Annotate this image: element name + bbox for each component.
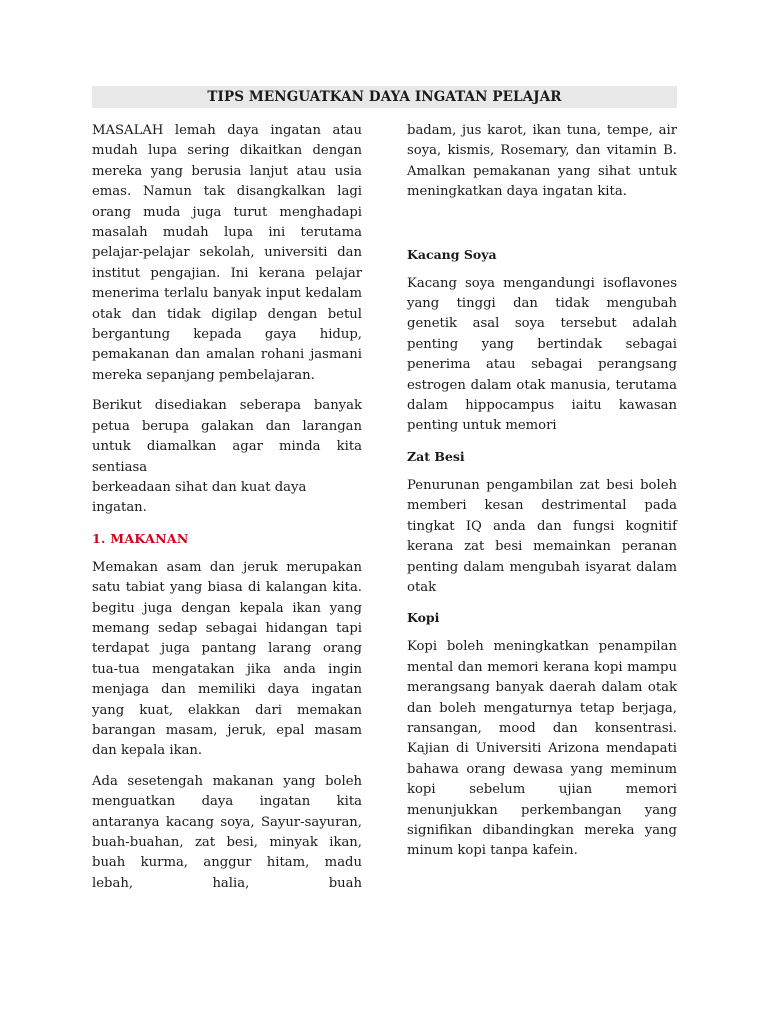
intro-paragraph: MASALAH lemah daya ingatan atau mudah lupa sering dikaitkan dengan mereka yang berusia lanjut atau usia emas. Namun tak disangkalkan lagi orang muda juga turut menghadapi masalah mudah lupa ini terutama pelajar-pelajar sekolah, universiti dan institut pengajian. Ini kerana pelajar menerima terlalu banyak input kedalam otak dan tidak digilap dengan betul bergantung kepada gaya hidup, pemakanan dan amalan rohani jasmani mereka sepanjang pembelajaran. xyxy=(92,123,362,383)
tips-intro-continuation: berkeadaan sihat dan kuat daya ingatan. xyxy=(92,479,307,516)
tips-intro-paragraph: Berikut disediakan seberapa banyak petua berupa galakan dan larangan untuk diamalkan agar minda kita sentiasa xyxy=(92,398,362,475)
right-column xyxy=(407,121,677,872)
makanan-paragraph-2: Ada sesetengah makanan yang boleh menguatkan daya ingatan kita antaranya kacang soya, Sayur-sayuran, buah-buahan, zat besi, minyak ikan, buah kurma, anggur hitam, madu lebah, halia, buah xyxy=(92,773,362,891)
heading-kopi: Kopi xyxy=(407,610,440,626)
kacang-soya-paragraph: Kacang soya mengandungi isoflavones yang tinggi dan tidak mengubah genetik asal soya tersebut adalah penting yang bertindak sebagai penerima atau sebagai perangsang estrogen dalam otak manusia, terutama dalam hippocampus iaitu kawasan penting untuk memori xyxy=(407,275,677,434)
food-list-paragraph: badam, jus karot, ikan tuna, tempe, air soya, kismis, Rosemary, dan vitamin B. Amalkan pemakanan yang sihat untuk meningkatkan daya ingatan kita. xyxy=(407,123,677,200)
heading-kacang-soya: Kacang Soya xyxy=(407,246,497,262)
left-column xyxy=(92,121,362,904)
zat-besi-paragraph: Penurunan pengambilan zat besi boleh memberi kesan destrimental pada tingkat IQ anda dan fungsi kognitif kerana zat besi memainkan peranan penting dalam mengubah isyarat dalam otak xyxy=(407,477,677,595)
section-heading-makanan: 1. MAKANAN xyxy=(92,530,189,546)
page-title: TIPS MENGUATKAN DAYA INGATAN PELAJAR xyxy=(207,89,562,105)
title-bar xyxy=(92,86,677,108)
heading-zat-besi: Zat Besi xyxy=(407,448,465,464)
makanan-paragraph-1: Memakan asam dan jeruk merupakan satu tabiat yang biasa di kalangan kita. begitu juga dengan kepala ikan yang memang sedap sebagai hidangan tapi terdapat juga pantang larang orang tua-tua mengatakan jika anda ingin menjaga dan memiliki daya ingatan yang kuat, elakkan dari memakan barangan masam, jeruk, epal masam dan kepala ikan. xyxy=(92,559,362,759)
kopi-paragraph: Kopi boleh meningkatkan penampilan mental dan memori kerana kopi mampu merangsang banyak daerah dalam otak dan boleh mengaturnya tetap berjaga, ransangan, mood dan konsentrasi. Kajian di Universiti Arizona mendapati bahawa orang dewasa yang meminum kopi sebelum ujian memori menunjukkan perkembangan yang signifikan dibandingkan mereka yang minum kopi tanpa kafein. xyxy=(407,639,677,859)
